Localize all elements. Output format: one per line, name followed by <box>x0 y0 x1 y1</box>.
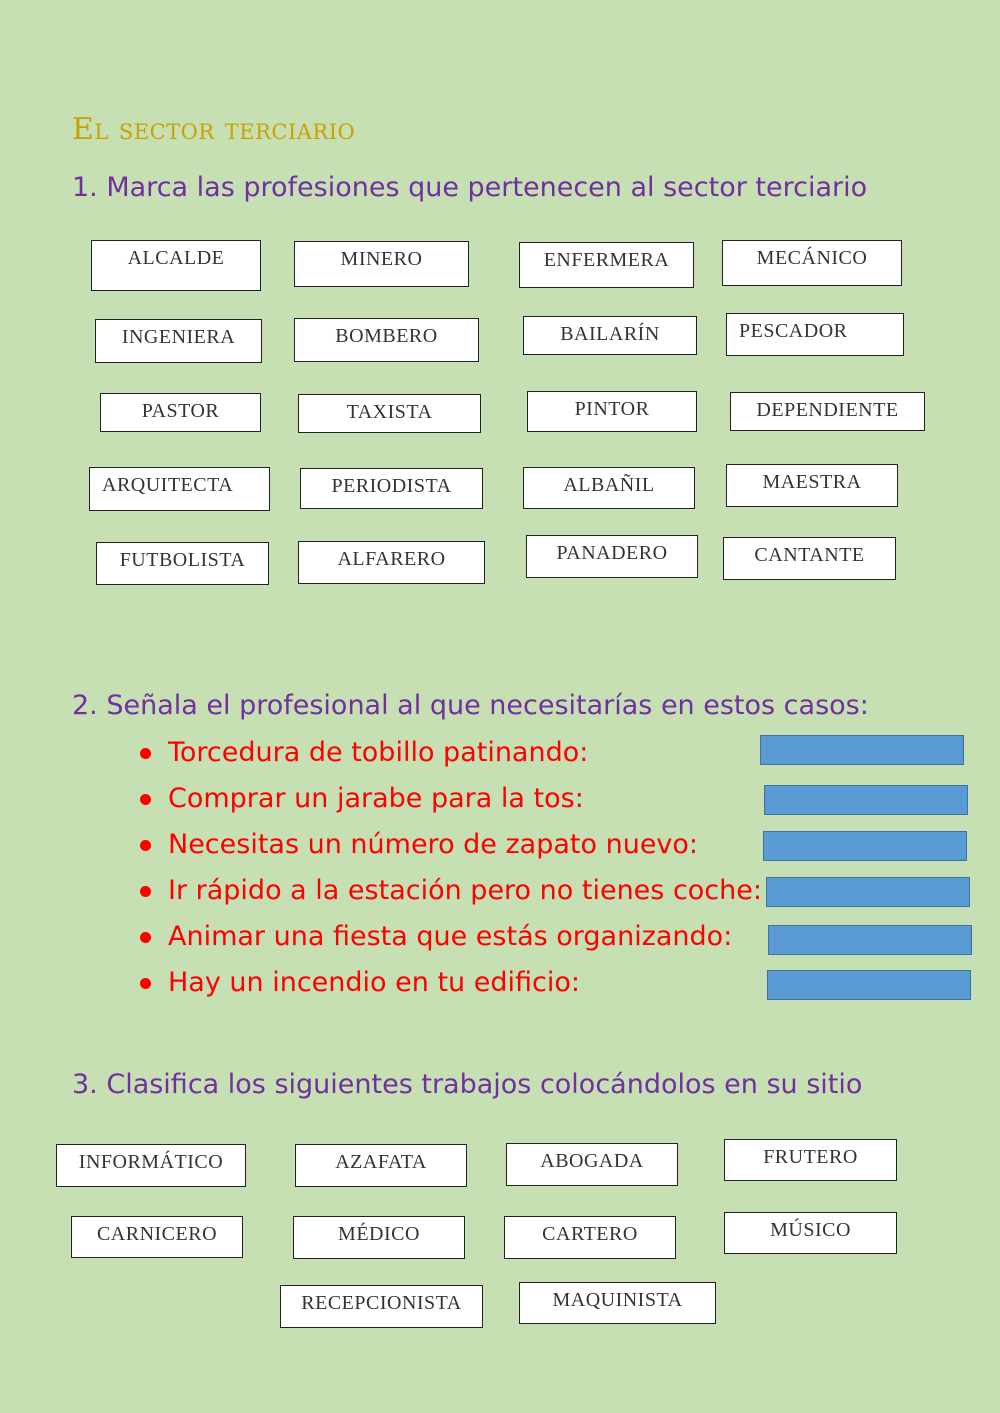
job-box[interactable]: CARNICERO <box>71 1216 243 1258</box>
profession-box[interactable]: FUTBOLISTA <box>96 542 269 585</box>
job-box[interactable]: MÉDICO <box>293 1216 465 1259</box>
job-box[interactable]: FRUTERO <box>724 1139 897 1181</box>
section2-heading: 2. Señala el profesional al que necesitarías en estos casos: <box>72 690 869 721</box>
profession-box[interactable]: BOMBERO <box>294 318 479 362</box>
profession-box[interactable]: PINTOR <box>527 391 697 432</box>
profession-box[interactable]: PANADERO <box>526 535 698 578</box>
answer-drop-zone[interactable] <box>764 785 968 815</box>
situation-item: Torcedura de tobillo patinando: <box>140 732 762 778</box>
job-box[interactable]: MAQUINISTA <box>519 1282 716 1324</box>
profession-box[interactable]: ALFARERO <box>298 541 485 584</box>
section1-heading: 1. Marca las profesiones que pertenecen al sector terciario <box>72 172 868 203</box>
profession-box[interactable]: PASTOR <box>100 393 261 432</box>
situation-item: Ir rápido a la estación pero no tienes coche: <box>140 870 762 916</box>
situation-item: Hay un incendio en tu edificio: <box>140 962 762 1008</box>
answer-drop-zone[interactable] <box>760 735 964 765</box>
profession-box[interactable]: TAXISTA <box>298 394 481 433</box>
profession-box[interactable]: MINERO <box>294 241 469 287</box>
situation-item: Animar una fiesta que estás organizando: <box>140 916 762 962</box>
profession-box[interactable]: ARQUITECTA <box>89 467 270 511</box>
profession-box[interactable]: CANTANTE <box>723 537 896 580</box>
profession-box[interactable]: INGENIERA <box>95 319 262 363</box>
answer-drop-zone[interactable] <box>763 831 967 861</box>
profession-box[interactable]: PESCADOR <box>726 313 904 356</box>
profession-box[interactable]: MAESTRA <box>726 464 898 507</box>
answer-drop-zone[interactable] <box>767 970 971 1000</box>
job-box[interactable]: RECEPCIONISTA <box>280 1285 483 1328</box>
job-box[interactable]: ABOGADA <box>506 1143 678 1186</box>
situation-item: Comprar un jarabe para la tos: <box>140 778 762 824</box>
profession-box[interactable]: ALBAÑIL <box>523 467 695 509</box>
section3-heading: 3. Clasifica los siguientes trabajos colocándolos en su sitio <box>72 1069 863 1100</box>
profession-box[interactable]: BAILARÍN <box>523 316 697 355</box>
job-box[interactable]: INFORMÁTICO <box>56 1144 246 1187</box>
job-box[interactable]: CARTERO <box>504 1216 676 1259</box>
situation-item: Necesitas un número de zapato nuevo: <box>140 824 762 870</box>
answer-drop-zone[interactable] <box>768 925 972 955</box>
profession-box[interactable]: DEPENDIENTE <box>730 392 925 431</box>
situations-list <box>140 732 762 1008</box>
profession-box[interactable]: MECÁNICO <box>722 240 902 286</box>
profession-box[interactable]: ENFERMERA <box>519 242 694 288</box>
answer-drop-zone[interactable] <box>766 877 970 907</box>
profession-box[interactable]: ALCALDE <box>91 240 261 291</box>
job-box[interactable]: AZAFATA <box>295 1144 467 1187</box>
profession-box[interactable]: PERIODISTA <box>300 468 483 509</box>
page-title: El sector terciario <box>72 112 356 147</box>
job-box[interactable]: MÚSICO <box>724 1212 897 1254</box>
